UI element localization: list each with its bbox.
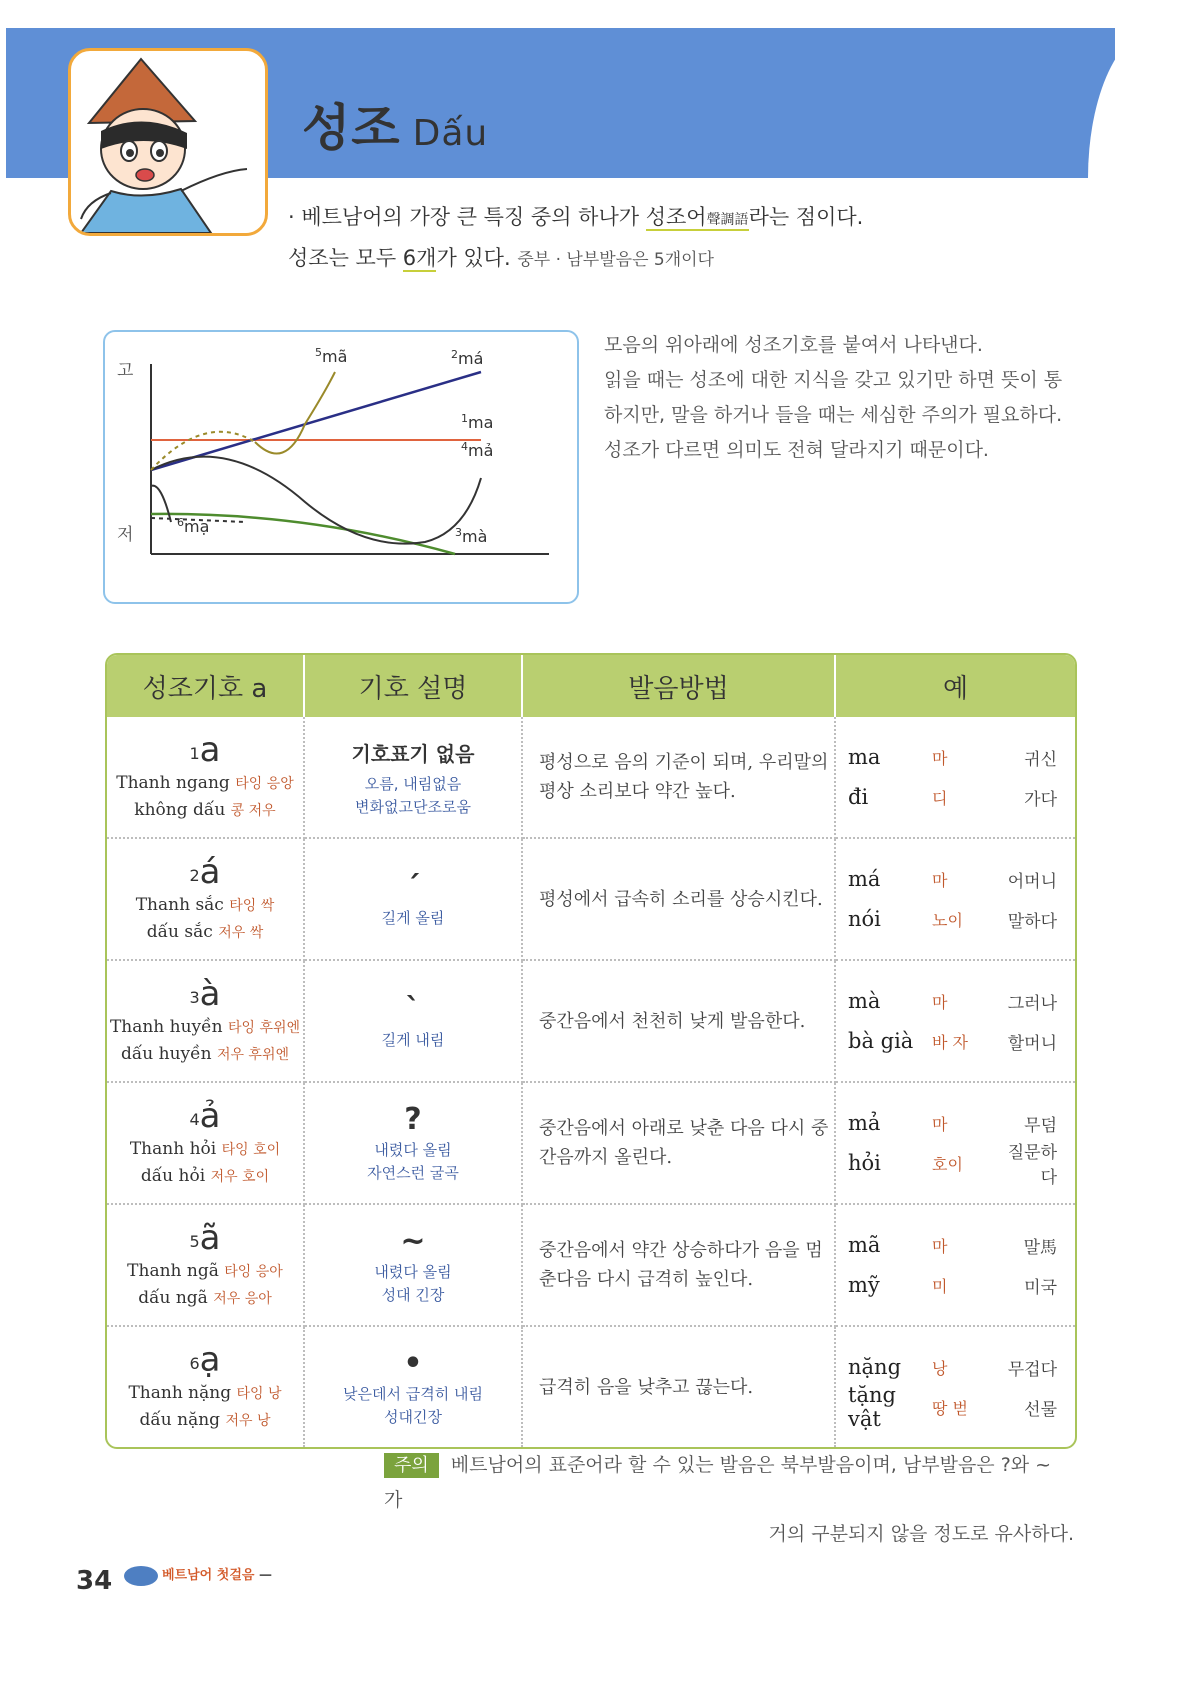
tone-name-1 <box>108 1380 302 1407</box>
example-1-reading: 마 <box>932 992 948 1012</box>
title-vietnamese: Dấu <box>412 113 489 154</box>
intro-count: 6개 <box>402 246 437 270</box>
example-2-meaning: 말하다 <box>1007 911 1057 932</box>
example-1 <box>848 1347 1057 1387</box>
tone-symbol-cell <box>107 961 305 1083</box>
tone-examples <box>836 1205 1075 1327</box>
tone-name-2 <box>108 1285 302 1312</box>
tone-mark-desc-2: 성대긴장 <box>384 1408 442 1426</box>
tone-symbol <box>108 730 302 770</box>
page-title <box>302 88 488 160</box>
tone-mark: ~ <box>400 1224 426 1259</box>
tone-name-2-vi: dấu nặng <box>139 1410 221 1430</box>
tone-name-2-vi: dấu sắc <box>146 922 213 942</box>
tone-examples <box>836 839 1075 961</box>
tone-name-1-vi: Thanh ngã <box>127 1261 219 1281</box>
tone-name-1-vi: Thanh ngang <box>116 773 230 793</box>
tone-mark-desc-2: 성대 긴장 <box>381 1286 445 1304</box>
tone-mark-cell <box>305 1327 523 1447</box>
chart-desc-p2: 읽을 때는 성조에 대한 지식을 갖고 있기만 하면 뜻이 통하지만, 말을 하거나 들을 때는 세심한 주의가 필요하다. <box>604 369 1063 426</box>
notice-text-1: 베트남어의 표준어라 할 수 있는 발음은 북부발음이며, 남부발음은 ?와 ~ 가 <box>384 1454 1052 1511</box>
intro-line-2 <box>288 239 863 279</box>
example-2-word: nói <box>848 907 881 931</box>
intro-text <box>288 198 863 279</box>
header-example: 예 <box>836 655 1075 717</box>
tone-method: 평성으로 음의 기준이 되며, 우리말의 평상 소리보다 약간 높다. <box>523 717 836 839</box>
tone-symbol <box>108 852 302 892</box>
tone-vowel: ạ <box>199 1340 221 1380</box>
tone-2-curve <box>151 372 481 470</box>
tone-name-2-vi: không dấu <box>134 800 226 820</box>
tone-name-1-ko: 타잉 호이 <box>221 1142 281 1158</box>
example-1-word: má <box>848 867 881 891</box>
tone-chart <box>103 330 579 604</box>
table-row-tone-3 <box>107 961 1075 1083</box>
tone-name-2-ko: 저우 후위엔 <box>216 1047 290 1063</box>
tone-name-2-ko: 저우 낭 <box>225 1413 271 1429</box>
tone-examples <box>836 961 1075 1083</box>
tone-symbol <box>108 1218 302 1258</box>
tone-mark: ? <box>404 1102 422 1137</box>
tone-symbol <box>108 974 302 1014</box>
tone-number: 3 <box>189 988 200 1007</box>
tone-6-curve <box>151 486 171 522</box>
table-row-tone-1 <box>107 717 1075 839</box>
tone-mark-desc-2: 변화없고단조로움 <box>355 798 471 816</box>
tone-name-1 <box>108 770 302 797</box>
example-1-meaning: 귀신 <box>1024 749 1057 770</box>
tone-name-2 <box>108 797 302 824</box>
tone-name-2-ko: 저우 싹 <box>218 925 264 941</box>
tone-6-label: $^6$mạ <box>177 516 210 536</box>
example-1-word: ma <box>848 745 881 769</box>
tone-method: 중간음에서 천천히 낮게 발음한다. <box>523 961 836 1083</box>
tone-name-1-ko: 타잉 응앙 <box>235 776 294 792</box>
tone-name-2 <box>108 1041 302 1068</box>
example-1-meaning: 무겁다 <box>1007 1359 1057 1380</box>
tone-symbol-cell <box>107 1083 305 1205</box>
tone-mark: ˋ <box>405 991 421 1027</box>
example-1 <box>848 859 1057 899</box>
title-korean: 성조 <box>302 99 401 157</box>
example-1-reading: 마 <box>932 748 948 768</box>
example-1-word: mã <box>848 1233 881 1257</box>
tone-mark-desc-1: 길게 올림 <box>381 908 445 927</box>
tone-name-1-vi: Thanh huyền <box>109 1017 223 1037</box>
tone-name-1-vi: Thanh sắc <box>135 895 224 915</box>
example-1-word: mả <box>848 1111 881 1135</box>
example-2 <box>848 1143 1057 1188</box>
tone-table <box>105 653 1077 1449</box>
tone-symbol-cell <box>107 839 305 961</box>
tone-name-2 <box>108 1163 302 1190</box>
example-2-meaning: 미국 <box>1024 1277 1057 1298</box>
table-row-tone-5 <box>107 1205 1075 1327</box>
example-1-meaning: 말馬 <box>1023 1237 1057 1258</box>
example-1-reading: 마 <box>932 1114 948 1134</box>
example-2-reading: 바 자 <box>932 1032 968 1052</box>
example-2 <box>848 1021 1057 1061</box>
tone-number: 2 <box>189 866 200 885</box>
footer-rule: — <box>258 1568 272 1583</box>
tone-examples <box>836 717 1075 839</box>
intro-line-2-a: 성조는 모두 <box>288 246 403 270</box>
example-2-word: bà già <box>848 1029 914 1053</box>
table-header-row <box>107 655 1075 717</box>
example-2-meaning: 가다 <box>1024 789 1057 810</box>
example-1 <box>848 1225 1057 1265</box>
example-1-reading: 마 <box>932 1236 948 1256</box>
example-2-meaning: 질문하다 <box>1007 1143 1057 1188</box>
tone-name-2-ko: 저우 호이 <box>210 1169 270 1185</box>
intro-keyword <box>646 205 749 231</box>
example-2 <box>848 777 1057 817</box>
example-2-reading: 미 <box>932 1276 948 1296</box>
tone-symbol-cell <box>107 1205 305 1327</box>
example-2 <box>848 1265 1057 1305</box>
tone-mark-cell <box>305 961 523 1083</box>
example-2-word: mỹ <box>848 1273 880 1297</box>
tone-method: 중간음에서 아래로 낮춘 다음 다시 중간음까지 올린다. <box>523 1083 836 1205</box>
tone-3-label: $^3$mà <box>455 526 488 546</box>
tone-name-1-ko: 타잉 응아 <box>224 1264 283 1280</box>
tone-mark-desc-1: 내렸다 올림 <box>374 1141 452 1159</box>
tone-examples <box>836 1327 1075 1447</box>
tone-name-2 <box>108 1407 302 1434</box>
tone-vowel: à <box>199 974 221 1014</box>
example-2-meaning: 선물 <box>1024 1399 1057 1420</box>
example-1 <box>848 1103 1057 1143</box>
tone-number: 4 <box>189 1110 200 1129</box>
example-1 <box>848 737 1057 777</box>
tone-mark-desc-1: 길게 내림 <box>381 1030 445 1049</box>
tone-mark-desc-2: 자연스런 굴곡 <box>367 1164 459 1182</box>
tone-vowel: a <box>199 730 221 770</box>
tone-method: 평성에서 급속히 소리를 상승시킨다. <box>523 839 836 961</box>
tone-mark-desc-1: 오름, 내림없음 <box>364 775 462 793</box>
example-1-meaning: 어머니 <box>1007 871 1057 892</box>
intro-keyword-text: 성조어 <box>645 205 707 229</box>
tone-1-label: $^1$ma <box>461 412 494 432</box>
tone-name-2-vi: dấu ngã <box>138 1288 208 1308</box>
character-drawing <box>71 51 265 233</box>
tone-4-label: $^4$mả <box>461 440 494 460</box>
tone-mark: • <box>403 1346 423 1381</box>
chart-description <box>604 328 1074 468</box>
tone-mark-desc-1: 낮은데서 급격히 내림 <box>343 1385 483 1403</box>
chart-desc-p3: 성조가 다르면 의미도 전혀 달라지기 때문이다. <box>604 439 989 461</box>
example-2 <box>848 1383 1057 1431</box>
tone-2-label: $^2$má <box>451 348 484 368</box>
example-2-reading: 땅 벋 <box>932 1398 968 1418</box>
tone-symbol <box>108 1340 302 1380</box>
page-number: 34 <box>76 1566 113 1596</box>
tone-name-2-vi: dấu hỏi <box>140 1166 206 1186</box>
intro-hanja: 聲調語 <box>706 212 749 228</box>
book-logo <box>124 1564 272 1586</box>
tone-5-label: $^5$mã <box>315 346 348 366</box>
tone-name-2-ko: 콩 저우 <box>230 803 276 819</box>
intro-line-1-a: · 베트남어의 가장 큰 특징 중의 하나가 <box>288 205 646 229</box>
tone-vowel: á <box>199 852 221 892</box>
header-method: 발음방법 <box>523 655 836 717</box>
tone-number: 5 <box>189 1232 200 1251</box>
example-2-reading: 노이 <box>932 910 963 930</box>
tone-vowel: ã <box>199 1218 221 1258</box>
intro-line-2-c: 가 있다. <box>436 246 518 270</box>
tone-method: 중간음에서 약간 상승하다가 음을 멈춘다음 다시 급격히 높인다. <box>523 1205 836 1327</box>
tone-symbol-cell <box>107 1327 305 1447</box>
tone-examples <box>836 1083 1075 1205</box>
tone-name-1 <box>108 1014 302 1041</box>
tone-symbol-cell <box>107 717 305 839</box>
example-1-reading: 마 <box>932 870 948 890</box>
header-symbol: 성조기호 a <box>107 655 305 717</box>
tone-name-2 <box>108 919 302 946</box>
example-1-meaning: 그러나 <box>1007 993 1057 1014</box>
table-row-tone-6 <box>107 1327 1075 1447</box>
tone-method: 급격히 음을 낮추고 끊는다. <box>523 1327 836 1447</box>
example-2-meaning: 할머니 <box>1007 1033 1057 1054</box>
tone-name-1 <box>108 892 302 919</box>
book-title: 베트남어 첫걸음 <box>162 1568 255 1583</box>
tone-mark: 기호표기 없음 <box>351 742 475 766</box>
fish-icon <box>124 1566 158 1586</box>
example-2-reading: 디 <box>932 788 948 808</box>
example-2-word: đi <box>848 785 869 809</box>
tone-name-1 <box>108 1136 302 1163</box>
example-1-meaning: 무덤 <box>1024 1115 1057 1136</box>
tone-mark-cell <box>305 1083 523 1205</box>
example-2-word: tặng vật <box>848 1383 896 1431</box>
tone-name-1-ko: 타잉 싹 <box>229 898 275 914</box>
tone-number: 6 <box>189 1354 200 1373</box>
example-2-reading: 호이 <box>932 1154 963 1174</box>
example-1-word: mà <box>848 989 881 1013</box>
tone-name-1 <box>108 1258 302 1285</box>
example-2-word: hỏi <box>848 1151 881 1175</box>
intro-line-1 <box>288 198 863 239</box>
axis-label-high: 고 <box>117 361 134 381</box>
character-illustration <box>68 48 268 236</box>
header-mark: 기호 설명 <box>305 655 523 717</box>
tone-mark-cell <box>305 717 523 839</box>
tone-mark-cell <box>305 839 523 961</box>
notice <box>384 1448 1074 1551</box>
notice-line-1 <box>384 1448 1074 1517</box>
tone-5-curve <box>255 372 335 454</box>
example-1-reading: 낭 <box>932 1358 948 1378</box>
intro-line-1-c: 라는 점이다. <box>748 205 864 229</box>
example-1 <box>848 981 1057 1021</box>
tone-name-2-ko: 저우 응아 <box>213 1291 272 1307</box>
intro-note: 중부 · 남부발음은 5개이다 <box>517 250 714 270</box>
tone-vowel: ả <box>199 1096 221 1136</box>
notice-tag: 주의 <box>384 1453 439 1478</box>
tone-symbol <box>108 1096 302 1136</box>
tone-name-1-ko: 타잉 후위엔 <box>227 1020 301 1036</box>
table-row-tone-2 <box>107 839 1075 961</box>
axis-label-low: 저 <box>117 525 134 545</box>
tone-name-1-ko: 타잉 낭 <box>236 1386 282 1402</box>
tone-name-2-vi: dấu huyền <box>120 1044 212 1064</box>
chart-desc-p1: 모음의 위아래에 성조기호를 붙여서 나타낸다. <box>604 334 983 356</box>
tone-chart-svg <box>105 332 577 602</box>
example-1-word: nặng <box>848 1355 902 1379</box>
tone-mark-cell <box>305 1205 523 1327</box>
tone-number: 1 <box>189 744 200 763</box>
tone-name-1-vi: Thanh hỏi <box>129 1139 217 1159</box>
notice-line-2: 거의 구분되지 않을 정도로 유사하다. <box>768 1523 1074 1545</box>
example-2 <box>848 899 1057 939</box>
table-row-tone-4 <box>107 1083 1075 1205</box>
tone-name-1-vi: Thanh nặng <box>128 1383 232 1403</box>
tone-mark: ˊ <box>405 869 421 905</box>
tone-mark-desc-1: 내렸다 올림 <box>374 1263 452 1281</box>
